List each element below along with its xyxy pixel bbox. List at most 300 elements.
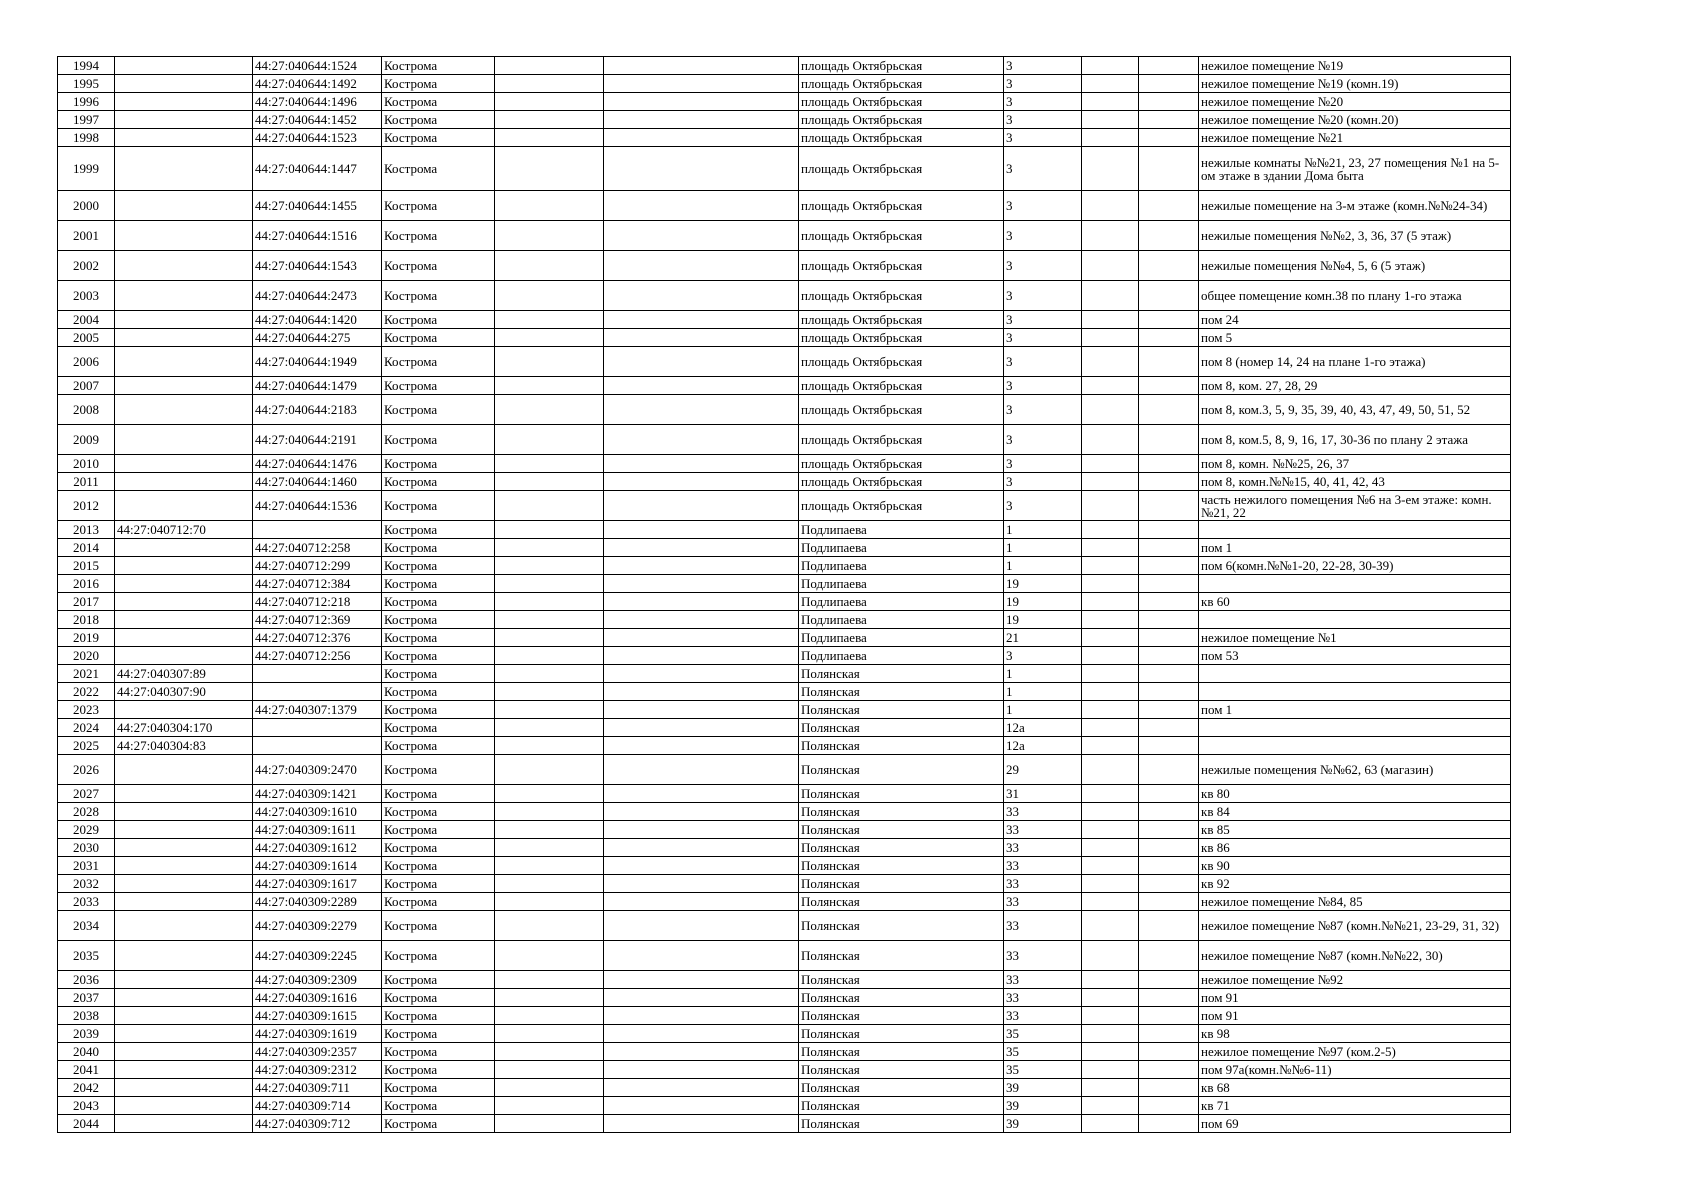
table-row: [58, 629, 1511, 647]
table-row: [58, 719, 1511, 737]
street-cell: площадь Октябрьская: [799, 111, 1004, 129]
empty-cell: [604, 93, 799, 111]
empty-cell: [604, 111, 799, 129]
empty-cell: [604, 683, 799, 701]
table-row: [58, 347, 1511, 377]
street-cell: Полянская: [799, 1007, 1004, 1025]
house-number-cell: 29: [1004, 755, 1082, 785]
empty-cell: [495, 539, 604, 557]
empty-cell: [1139, 521, 1199, 539]
street-cell: Подлипаева: [799, 521, 1004, 539]
empty-cell: [1082, 251, 1139, 281]
empty-cell: [604, 665, 799, 683]
land-cadastral-number-cell: [115, 629, 253, 647]
row-number-cell: 2027: [58, 785, 115, 803]
land-cadastral-number-cell: [115, 251, 253, 281]
street-cell: площадь Октябрьская: [799, 221, 1004, 251]
land-cadastral-number-cell: [115, 347, 253, 377]
empty-cell: [1082, 1061, 1139, 1079]
table-row: [58, 575, 1511, 593]
city-cell: Кострома: [382, 755, 495, 785]
empty-cell: [1082, 347, 1139, 377]
empty-cell: [1082, 281, 1139, 311]
empty-cell: [604, 347, 799, 377]
street-cell: Полянская: [799, 821, 1004, 839]
empty-cell: [1082, 893, 1139, 911]
city-cell: Кострома: [382, 395, 495, 425]
row-number-cell: 2041: [58, 1061, 115, 1079]
empty-cell: [495, 473, 604, 491]
empty-cell: [604, 719, 799, 737]
house-number-cell: 1: [1004, 665, 1082, 683]
street-cell: площадь Октябрьская: [799, 425, 1004, 455]
street-cell: Подлипаева: [799, 647, 1004, 665]
premises-cadastral-number-cell: 44:27:040644:1455: [253, 191, 382, 221]
house-number-cell: 33: [1004, 875, 1082, 893]
table-row: [58, 1097, 1511, 1115]
empty-cell: [1139, 57, 1199, 75]
empty-cell: [495, 1043, 604, 1061]
land-cadastral-number-cell: [115, 93, 253, 111]
land-cadastral-number-cell: [115, 875, 253, 893]
empty-cell: [495, 971, 604, 989]
empty-cell: [1082, 683, 1139, 701]
premises-cadastral-number-cell: 44:27:040644:1543: [253, 251, 382, 281]
empty-cell: [495, 575, 604, 593]
house-number-cell: 12а: [1004, 737, 1082, 755]
premises-cadastral-number-cell: 44:27:040309:2357: [253, 1043, 382, 1061]
empty-cell: [1139, 1043, 1199, 1061]
row-number-cell: 2020: [58, 647, 115, 665]
city-cell: Кострома: [382, 857, 495, 875]
city-cell: Кострома: [382, 111, 495, 129]
land-cadastral-number-cell: [115, 593, 253, 611]
empty-cell: [1082, 593, 1139, 611]
street-cell: площадь Октябрьская: [799, 281, 1004, 311]
premises-cadastral-number-cell: 44:27:040712:376: [253, 629, 382, 647]
empty-cell: [495, 329, 604, 347]
premises-description-cell: кв 86: [1199, 839, 1511, 857]
empty-cell: [1139, 803, 1199, 821]
premises-cadastral-number-cell: 44:27:040309:2279: [253, 911, 382, 941]
land-cadastral-number-cell: [115, 1043, 253, 1061]
premises-cadastral-number-cell: 44:27:040712:369: [253, 611, 382, 629]
premises-description-cell: нежилые помещения №№4, 5, 6 (5 этаж): [1199, 251, 1511, 281]
house-number-cell: 3: [1004, 347, 1082, 377]
empty-cell: [604, 147, 799, 191]
empty-cell: [1139, 473, 1199, 491]
premises-cadastral-number-cell: 44:27:040644:1420: [253, 311, 382, 329]
land-cadastral-number-cell: [115, 75, 253, 93]
row-number-cell: 2042: [58, 1079, 115, 1097]
empty-cell: [1139, 971, 1199, 989]
land-cadastral-number-cell: [115, 821, 253, 839]
city-cell: Кострома: [382, 129, 495, 147]
street-cell: площадь Октябрьская: [799, 57, 1004, 75]
street-cell: Полянская: [799, 803, 1004, 821]
house-number-cell: 12а: [1004, 719, 1082, 737]
empty-cell: [1082, 839, 1139, 857]
empty-cell: [1139, 491, 1199, 521]
row-number-cell: 2005: [58, 329, 115, 347]
city-cell: Кострома: [382, 557, 495, 575]
city-cell: Кострома: [382, 911, 495, 941]
empty-cell: [1082, 1043, 1139, 1061]
land-cadastral-number-cell: [115, 647, 253, 665]
empty-cell: [1139, 129, 1199, 147]
premises-cadastral-number-cell: 44:27:040309:1612: [253, 839, 382, 857]
table-row: [58, 941, 1511, 971]
premises-cadastral-number-cell: [253, 683, 382, 701]
empty-cell: [495, 75, 604, 93]
empty-cell: [1082, 221, 1139, 251]
empty-cell: [604, 539, 799, 557]
street-cell: площадь Октябрьская: [799, 473, 1004, 491]
street-cell: Полянская: [799, 1061, 1004, 1079]
table-row: [58, 455, 1511, 473]
empty-cell: [1139, 683, 1199, 701]
empty-cell: [495, 701, 604, 719]
empty-cell: [604, 911, 799, 941]
row-number-cell: 1996: [58, 93, 115, 111]
city-cell: Кострома: [382, 1115, 495, 1133]
empty-cell: [495, 281, 604, 311]
empty-cell: [495, 221, 604, 251]
empty-cell: [495, 111, 604, 129]
premises-description-cell: [1199, 611, 1511, 629]
empty-cell: [604, 57, 799, 75]
empty-cell: [1082, 875, 1139, 893]
empty-cell: [1082, 557, 1139, 575]
land-cadastral-number-cell: [115, 147, 253, 191]
empty-cell: [1139, 191, 1199, 221]
empty-cell: [1139, 575, 1199, 593]
empty-cell: [604, 1025, 799, 1043]
empty-cell: [495, 839, 604, 857]
city-cell: Кострома: [382, 1007, 495, 1025]
street-cell: Подлипаева: [799, 593, 1004, 611]
street-cell: площадь Октябрьская: [799, 395, 1004, 425]
land-cadastral-number-cell: [115, 785, 253, 803]
land-cadastral-number-cell: [115, 971, 253, 989]
row-number-cell: 1997: [58, 111, 115, 129]
city-cell: Кострома: [382, 647, 495, 665]
row-number-cell: 2000: [58, 191, 115, 221]
street-cell: площадь Октябрьская: [799, 147, 1004, 191]
premises-cadastral-number-cell: 44:27:040644:1949: [253, 347, 382, 377]
premises-description-cell: пом 1: [1199, 539, 1511, 557]
empty-cell: [1082, 719, 1139, 737]
empty-cell: [1082, 1115, 1139, 1133]
street-cell: площадь Октябрьская: [799, 455, 1004, 473]
row-number-cell: 2014: [58, 539, 115, 557]
premises-description-cell: нежилое помещение №19: [1199, 57, 1511, 75]
row-number-cell: 2026: [58, 755, 115, 785]
empty-cell: [495, 683, 604, 701]
premises-cadastral-number-cell: 44:27:040309:1610: [253, 803, 382, 821]
land-cadastral-number-cell: [115, 701, 253, 719]
land-cadastral-number-cell: [115, 1115, 253, 1133]
land-cadastral-number-cell: [115, 491, 253, 521]
house-number-cell: 3: [1004, 129, 1082, 147]
street-cell: Полянская: [799, 893, 1004, 911]
empty-cell: [1082, 1097, 1139, 1115]
house-number-cell: 33: [1004, 941, 1082, 971]
empty-cell: [604, 191, 799, 221]
land-cadastral-number-cell: 44:27:040712:70: [115, 521, 253, 539]
premises-description-cell: [1199, 521, 1511, 539]
empty-cell: [1139, 611, 1199, 629]
premises-cadastral-number-cell: 44:27:040712:218: [253, 593, 382, 611]
empty-cell: [1139, 911, 1199, 941]
premises-description-cell: общее помещение комн.38 по плану 1-го этажа: [1199, 281, 1511, 311]
premises-cadastral-number-cell: 44:27:040644:1479: [253, 377, 382, 395]
empty-cell: [604, 893, 799, 911]
empty-cell: [604, 311, 799, 329]
empty-cell: [495, 147, 604, 191]
empty-cell: [1139, 593, 1199, 611]
empty-cell: [495, 129, 604, 147]
premises-cadastral-number-cell: 44:27:040309:711: [253, 1079, 382, 1097]
empty-cell: [1139, 75, 1199, 93]
table-row: [58, 683, 1511, 701]
street-cell: Полянская: [799, 1115, 1004, 1133]
table-body: [58, 57, 1511, 1133]
premises-cadastral-number-cell: 44:27:040644:2473: [253, 281, 382, 311]
empty-cell: [1082, 75, 1139, 93]
land-cadastral-number-cell: [115, 989, 253, 1007]
premises-cadastral-number-cell: 44:27:040309:1614: [253, 857, 382, 875]
empty-cell: [1082, 377, 1139, 395]
empty-cell: [495, 893, 604, 911]
street-cell: Полянская: [799, 1043, 1004, 1061]
house-number-cell: 19: [1004, 575, 1082, 593]
premises-description-cell: нежилое помещение №20: [1199, 93, 1511, 111]
premises-description-cell: [1199, 719, 1511, 737]
land-cadastral-number-cell: [115, 395, 253, 425]
empty-cell: [604, 755, 799, 785]
house-number-cell: 1: [1004, 521, 1082, 539]
row-number-cell: 2031: [58, 857, 115, 875]
street-cell: Полянская: [799, 857, 1004, 875]
house-number-cell: 1: [1004, 557, 1082, 575]
premises-description-cell: [1199, 665, 1511, 683]
premises-description-cell: [1199, 575, 1511, 593]
premises-cadastral-number-cell: 44:27:040309:1617: [253, 875, 382, 893]
land-cadastral-number-cell: [115, 755, 253, 785]
premises-cadastral-number-cell: 44:27:040309:2470: [253, 755, 382, 785]
city-cell: Кострома: [382, 57, 495, 75]
house-number-cell: 1: [1004, 539, 1082, 557]
table-row: [58, 75, 1511, 93]
row-number-cell: 2039: [58, 1025, 115, 1043]
table-row: [58, 557, 1511, 575]
street-cell: Подлипаева: [799, 629, 1004, 647]
premises-cadastral-number-cell: 44:27:040309:1619: [253, 1025, 382, 1043]
empty-cell: [1139, 821, 1199, 839]
house-number-cell: 39: [1004, 1079, 1082, 1097]
land-cadastral-number-cell: [115, 1025, 253, 1043]
city-cell: Кострома: [382, 455, 495, 473]
empty-cell: [604, 425, 799, 455]
house-number-cell: 3: [1004, 395, 1082, 425]
empty-cell: [1082, 425, 1139, 455]
premises-description-cell: пом 8, комн. №№25, 26, 37: [1199, 455, 1511, 473]
city-cell: Кострома: [382, 425, 495, 455]
table-row: [58, 491, 1511, 521]
premises-description-cell: кв 92: [1199, 875, 1511, 893]
house-number-cell: 3: [1004, 281, 1082, 311]
street-cell: Полянская: [799, 875, 1004, 893]
city-cell: Кострома: [382, 347, 495, 377]
house-number-cell: 3: [1004, 93, 1082, 111]
premises-cadastral-number-cell: 44:27:040644:1452: [253, 111, 382, 129]
street-cell: Полянская: [799, 1079, 1004, 1097]
premises-description-cell: нежилые помещения №№62, 63 (магазин): [1199, 755, 1511, 785]
empty-cell: [1139, 701, 1199, 719]
empty-cell: [1139, 557, 1199, 575]
street-cell: площадь Октябрьская: [799, 129, 1004, 147]
premises-cadastral-number-cell: 44:27:040644:1524: [253, 57, 382, 75]
empty-cell: [495, 455, 604, 473]
street-cell: Полянская: [799, 665, 1004, 683]
empty-cell: [604, 1115, 799, 1133]
row-number-cell: 2006: [58, 347, 115, 377]
city-cell: Кострома: [382, 93, 495, 111]
city-cell: Кострома: [382, 221, 495, 251]
city-cell: Кострома: [382, 191, 495, 221]
city-cell: Кострома: [382, 377, 495, 395]
empty-cell: [1082, 311, 1139, 329]
row-number-cell: 2003: [58, 281, 115, 311]
empty-cell: [1082, 191, 1139, 221]
table-row: [58, 971, 1511, 989]
house-number-cell: 3: [1004, 251, 1082, 281]
premises-description-cell: нежилые комнаты №№21, 23, 27 помещения №1 на 5-ом этаже в здании Дома быта: [1199, 147, 1511, 191]
house-number-cell: 3: [1004, 75, 1082, 93]
house-number-cell: 1: [1004, 683, 1082, 701]
empty-cell: [495, 377, 604, 395]
empty-cell: [495, 347, 604, 377]
street-cell: Полянская: [799, 1097, 1004, 1115]
premises-cadastral-number-cell: [253, 521, 382, 539]
premises-description-cell: пом 8, ком.3, 5, 9, 35, 39, 40, 43, 47, 49, 50, 51, 52: [1199, 395, 1511, 425]
land-cadastral-number-cell: [115, 111, 253, 129]
city-cell: Кострома: [382, 539, 495, 557]
empty-cell: [1082, 701, 1139, 719]
house-number-cell: 35: [1004, 1043, 1082, 1061]
house-number-cell: 19: [1004, 611, 1082, 629]
empty-cell: [604, 737, 799, 755]
property-register-table: [57, 56, 1511, 1133]
premises-cadastral-number-cell: 44:27:040309:2245: [253, 941, 382, 971]
table-row: [58, 611, 1511, 629]
empty-cell: [495, 251, 604, 281]
land-cadastral-number-cell: [115, 857, 253, 875]
city-cell: Кострома: [382, 1079, 495, 1097]
city-cell: Кострома: [382, 629, 495, 647]
street-cell: площадь Октябрьская: [799, 491, 1004, 521]
row-number-cell: 2043: [58, 1097, 115, 1115]
house-number-cell: 3: [1004, 425, 1082, 455]
table-row: [58, 647, 1511, 665]
row-number-cell: 2044: [58, 1115, 115, 1133]
premises-description-cell: часть нежилого помещения №6 на 3-ем этаже: комн. №21, 22: [1199, 491, 1511, 521]
empty-cell: [1082, 785, 1139, 803]
street-cell: Полянская: [799, 941, 1004, 971]
house-number-cell: 33: [1004, 839, 1082, 857]
land-cadastral-number-cell: [115, 911, 253, 941]
empty-cell: [604, 701, 799, 719]
land-cadastral-number-cell: 44:27:040304:83: [115, 737, 253, 755]
empty-cell: [495, 1061, 604, 1079]
house-number-cell: 1: [1004, 701, 1082, 719]
empty-cell: [1082, 989, 1139, 1007]
empty-cell: [604, 575, 799, 593]
empty-cell: [1082, 491, 1139, 521]
premises-cadastral-number-cell: 44:27:040309:1611: [253, 821, 382, 839]
empty-cell: [1082, 93, 1139, 111]
empty-cell: [495, 611, 604, 629]
land-cadastral-number-cell: 44:27:040304:170: [115, 719, 253, 737]
premises-cadastral-number-cell: 44:27:040309:712: [253, 1115, 382, 1133]
empty-cell: [495, 719, 604, 737]
premises-description-cell: пом 8 (номер 14, 24 на плане 1-го этажа): [1199, 347, 1511, 377]
empty-cell: [604, 251, 799, 281]
premises-cadastral-number-cell: 44:27:040644:1536: [253, 491, 382, 521]
empty-cell: [1139, 629, 1199, 647]
table-row: [58, 755, 1511, 785]
city-cell: Кострома: [382, 893, 495, 911]
land-cadastral-number-cell: [115, 221, 253, 251]
empty-cell: [1139, 377, 1199, 395]
empty-cell: [1139, 1025, 1199, 1043]
empty-cell: [604, 611, 799, 629]
empty-cell: [1082, 1007, 1139, 1025]
house-number-cell: 21: [1004, 629, 1082, 647]
city-cell: Кострома: [382, 575, 495, 593]
empty-cell: [1139, 93, 1199, 111]
empty-cell: [1139, 1079, 1199, 1097]
city-cell: Кострома: [382, 311, 495, 329]
land-cadastral-number-cell: [115, 425, 253, 455]
street-cell: Полянская: [799, 719, 1004, 737]
premises-description-cell: кв 98: [1199, 1025, 1511, 1043]
row-number-cell: 2013: [58, 521, 115, 539]
row-number-cell: 2037: [58, 989, 115, 1007]
premises-cadastral-number-cell: [253, 665, 382, 683]
premises-description-cell: кв 68: [1199, 1079, 1511, 1097]
empty-cell: [1082, 575, 1139, 593]
empty-cell: [604, 1007, 799, 1025]
street-cell: площадь Октябрьская: [799, 251, 1004, 281]
empty-cell: [604, 521, 799, 539]
premises-description-cell: кв 90: [1199, 857, 1511, 875]
city-cell: Кострома: [382, 593, 495, 611]
city-cell: Кострома: [382, 803, 495, 821]
premises-description-cell: нежилое помещение №19 (комн.19): [1199, 75, 1511, 93]
premises-description-cell: нежилые помещение на 3-м этаже (комн.№№24-34): [1199, 191, 1511, 221]
city-cell: Кострома: [382, 683, 495, 701]
empty-cell: [604, 593, 799, 611]
city-cell: Кострома: [382, 821, 495, 839]
house-number-cell: 3: [1004, 377, 1082, 395]
house-number-cell: 3: [1004, 111, 1082, 129]
empty-cell: [604, 491, 799, 521]
row-number-cell: 1999: [58, 147, 115, 191]
house-number-cell: 33: [1004, 821, 1082, 839]
empty-cell: [1082, 1025, 1139, 1043]
